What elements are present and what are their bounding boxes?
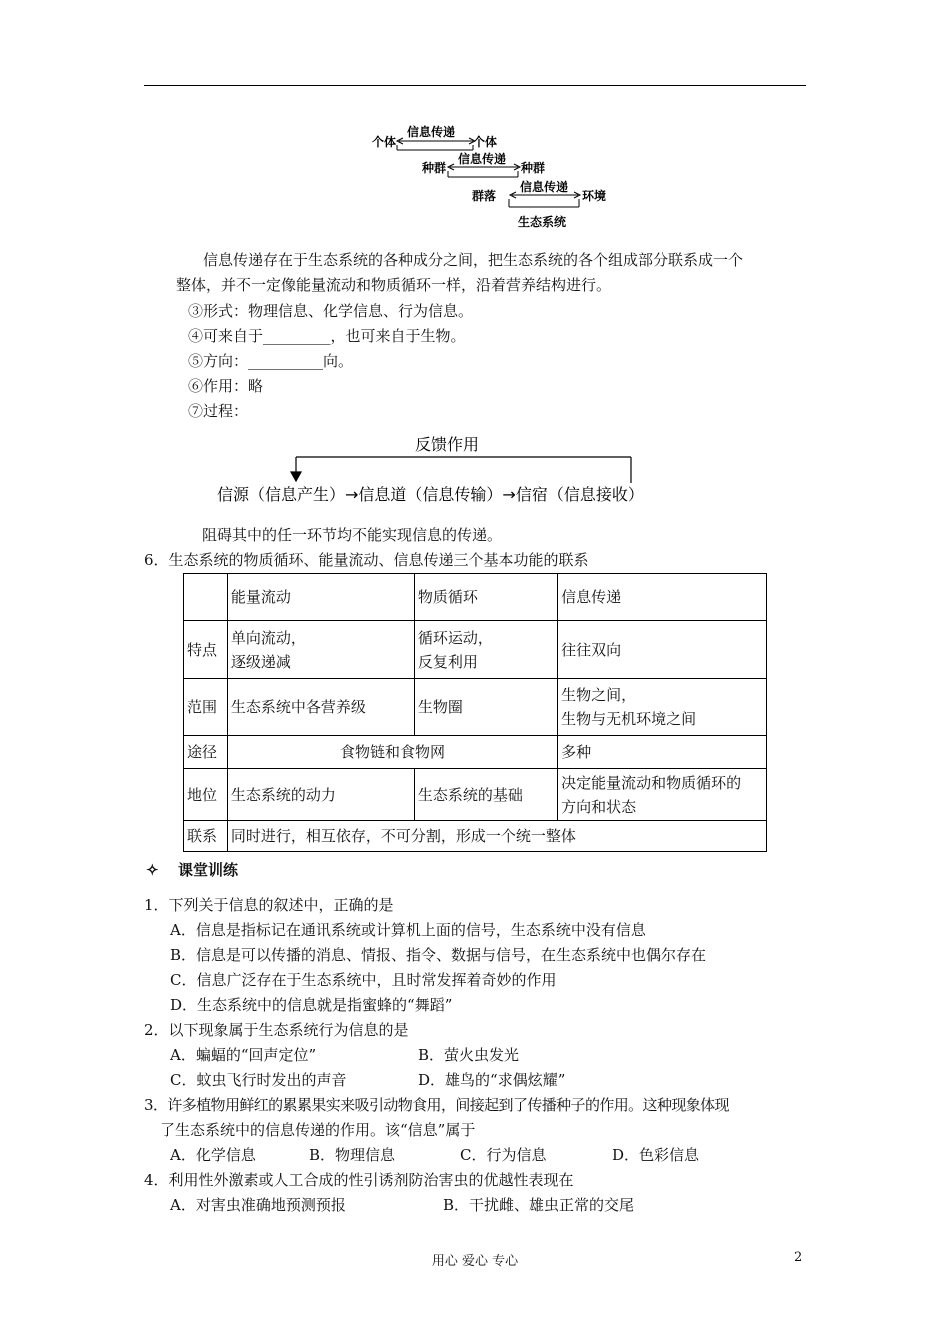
q3-option-b: B．物理信息 [309,1146,396,1164]
q1-option-a: A．信息是指标记在通讯系统或计算机上面的信号，生态系统中没有信息 [170,921,646,939]
cell-line: 生物与无机环境之间 [561,710,697,728]
label-population-right: 种群 [521,161,546,175]
table-row [184,621,767,679]
cell-feature-energy [227,621,414,679]
q2-option-b: B．萤火虫发光 [418,1046,520,1064]
feedback-label: 反馈作用 [415,435,480,454]
q4-option-b: B．干扰雌、雄虫正常的交尾 [443,1196,635,1214]
training-title: 课堂训练 [178,861,239,879]
cell-feature-info: 往往双向 [558,621,767,679]
cell-scope-material: 生物圈 [414,679,557,736]
cell-line: 循环运动， [417,628,493,647]
item-form: ③形式：物理信息、化学信息、行为信息。 [188,302,474,320]
q4-stem: 4．利用性外激素或人工合成的性引诱剂防治害虫的优越性表现在 [144,1171,574,1189]
q1-option-c: C．信息广泛存在于生态系统中，且时常发挥着奇妙的作用 [170,971,557,989]
cell-line: 决定能量流动和物质循环的 [561,773,742,792]
q1-stem: 1．下列关于信息的叙述中，正确的是 [144,896,394,914]
cell-scope-info [558,679,767,736]
label-info-transfer-2: 信息传递 [458,152,507,166]
q3-option-d: D．色彩信息 [612,1146,700,1164]
table-header-row [184,574,767,621]
q3-stem-line1: 3．许多植物用鲜红的累累果实来吸引动物食用，间接起到了传播种子的作用。这种现象体现 [144,1096,729,1114]
q1-option-b: B．信息是可以传播的消息、情报、指令、数据与信号，在生态系统中也偶尔存在 [170,946,707,964]
q2-option-d: D．雄鸟的“求偶炫耀” [418,1071,566,1089]
cell-line: 单向流动， [230,628,306,647]
cell-scope-energy: 生态系统中各营养级 [227,679,414,736]
cell-line: 生物之间， [561,686,637,704]
header-material-cycle: 物质循环 [414,574,557,621]
cell-status-material: 生态系统的基础 [414,769,557,821]
training-bullet-icon: ✧ [146,861,159,879]
item-process: ⑦过程： [188,402,249,420]
item-source: ④可来自于_________，也可来自于生物。 [188,327,466,345]
row-label-relation: 联系 [184,821,228,852]
cell-path-info: 多种 [558,736,767,769]
function-relation-table [183,573,767,852]
feedback-arrow-head [291,472,301,481]
q2-stem: 2．以下现象属于生态系统行为信息的是 [144,1021,409,1039]
q3-stem-line2: 了生态系统中的信息传递的作用。该“信息”属于 [160,1121,476,1139]
para1-line1: 信息传递存在于生态系统的各种成分之间，把生态系统的各个组成部分联系成一个 [203,251,744,269]
table-row [184,769,767,821]
label-population-left: 种群 [422,161,447,175]
header-energy-flow: 能量流动 [227,574,414,621]
table-corner [184,574,228,621]
cell-feature-material [414,621,557,679]
label-ecosystem: 生态系统 [518,215,567,229]
label-individual-left: 个体 [372,135,397,149]
cell-line: 反复利用 [417,652,478,671]
item-function: ⑥作用：略 [188,377,264,395]
row-label-path: 途径 [184,736,228,769]
label-community: 群落 [472,189,497,203]
cell-status-info [558,769,767,821]
process-chain: 信源（信息产生）→信息道（信息传输）→信宿（信息接收） [217,485,644,504]
note-text: 阻碍其中的任一环节均不能实现信息的传递。 [202,526,503,544]
item-direction: ⑤方向：__________向。 [188,352,354,370]
header-info-transfer: 信息传递 [558,574,767,621]
label-info-transfer-3: 信息传递 [520,180,569,194]
para1-line2: 整体，并不一定像能量流动和物质循环一样，沿着营养结构进行。 [176,276,612,294]
label-individual-right: 个体 [473,135,498,149]
cell-line: 方向和状态 [561,797,637,816]
table-row [184,736,767,769]
cell-relation: 同时进行，相互依存，不可分割，形成一个统一整体 [227,821,766,852]
q3-option-c: C．行为信息 [460,1146,547,1164]
cell-line: 逐级递减 [230,652,291,671]
q2-option-a: A．蝙蝠的“回声定位” [170,1046,317,1064]
page-number: 2 [794,1250,803,1265]
row-label-status: 地位 [184,769,228,821]
footer-slogan: 用心 爱心 专心 [431,1254,519,1269]
q2-option-c: C．蚊虫飞行时发出的声音 [170,1071,347,1089]
row-label-scope: 范围 [184,679,228,736]
q1-option-d: D．生态系统中的信息就是指蜜蜂的“舞蹈” [170,996,453,1014]
feedback-process-diagram [291,457,631,483]
cell-status-energy: 生态系统的动力 [227,769,414,821]
label-environment: 环境 [582,189,607,203]
section-6-title: 6．生态系统的物质循环、能量流动、信息传递三个基本功能的联系 [144,551,589,569]
q3-option-a: A．化学信息 [170,1146,256,1164]
q4-option-a: A．对害虫准确地预测预报 [170,1196,346,1214]
table-row [184,679,767,736]
row-label-feature: 特点 [184,621,228,679]
label-info-transfer-1: 信息传递 [407,125,456,139]
table-row [184,821,767,852]
cell-path-shared: 食物链和食物网 [227,736,557,769]
